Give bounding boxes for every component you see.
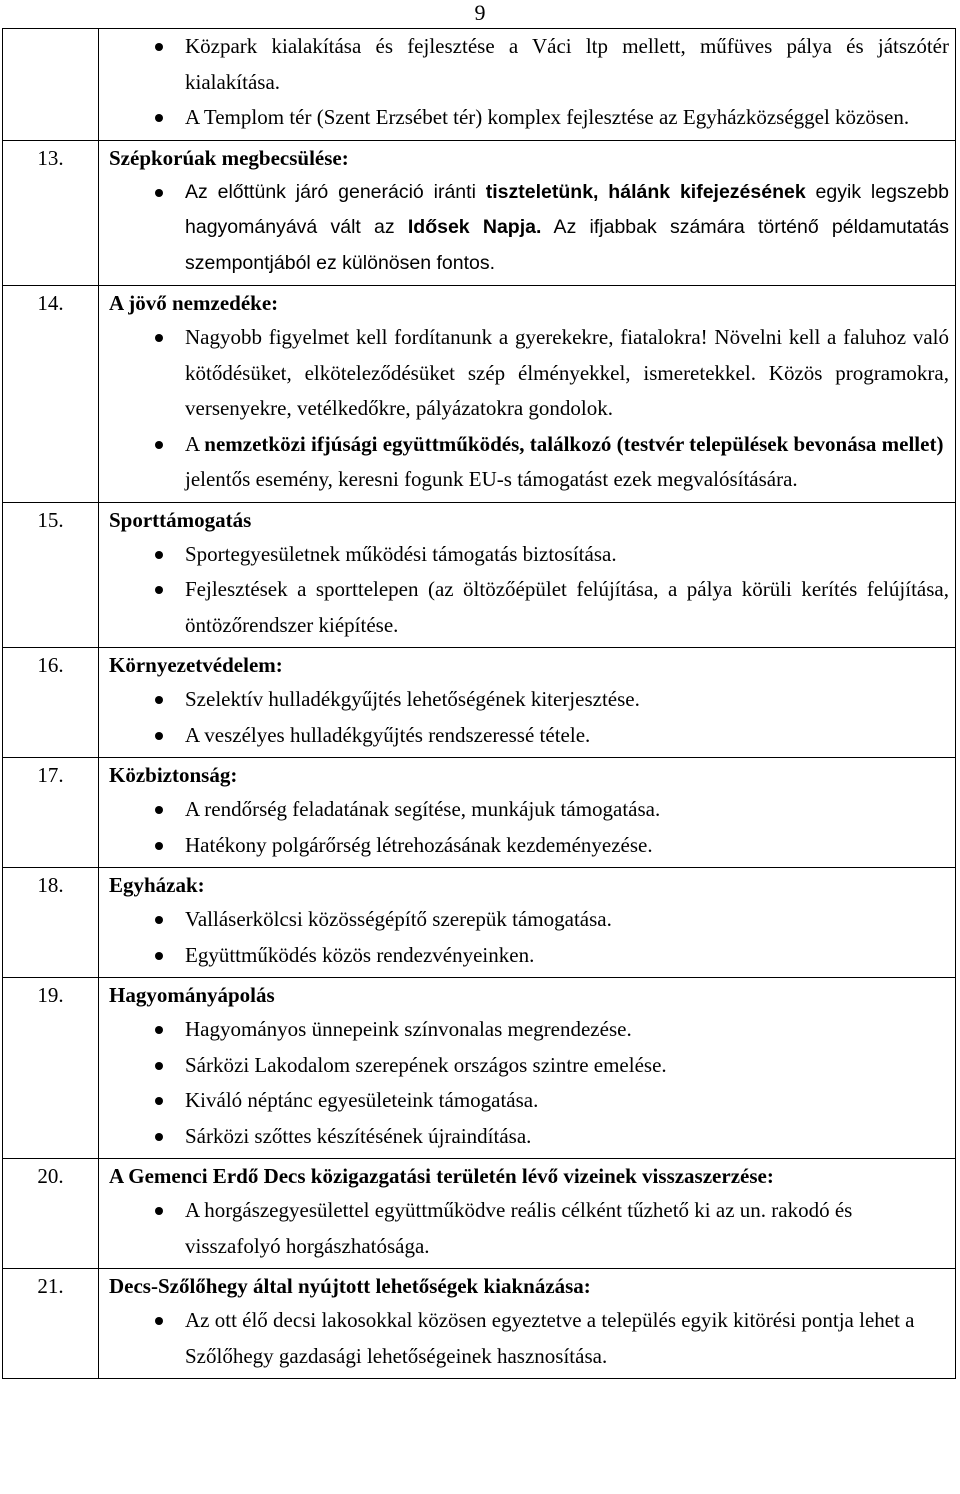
bullet-icon <box>155 1026 163 1034</box>
bullet-list <box>109 29 949 136</box>
item-number: 14. <box>3 286 99 503</box>
item-number: 21. <box>3 1269 99 1379</box>
page-number: 9 <box>474 0 486 25</box>
list-item: Hatékony polgárőrség létrehozásának kezdeményezése. <box>109 828 949 864</box>
bullet-list <box>109 320 949 498</box>
section-title: A Gemenci Erdő Decs közigazgatási területén lévő vizeinek visszaszerzése: <box>109 1164 774 1188</box>
bullet-icon <box>155 441 163 449</box>
bullet-icon <box>155 806 163 814</box>
item-number: 18. <box>3 868 99 978</box>
section-title: Közbiztonság: <box>109 763 238 787</box>
bullet-icon <box>155 551 163 559</box>
bullet-list <box>109 1193 949 1264</box>
item-number: 13. <box>3 140 99 286</box>
list-item: Hagyományos ünnepeink színvonalas megrendezése. <box>109 1012 949 1048</box>
bullet-list <box>109 537 949 644</box>
bullet-icon <box>155 842 163 850</box>
bullet-list <box>109 792 949 863</box>
item-number: 17. <box>3 758 99 868</box>
section-title: Egyházak: <box>109 873 205 897</box>
item-content-cell <box>99 868 956 978</box>
bullet-icon <box>155 1317 163 1325</box>
item-content-cell <box>99 978 956 1159</box>
section-title: Környezetvédelem: <box>109 653 283 677</box>
list-item: Valláserkölcsi közösségépítő szerepük támogatása. <box>109 902 949 938</box>
section-title: Decs-Szőlőhegy által nyújtott lehetőségek kiaknázása: <box>109 1274 591 1298</box>
item-number: 19. <box>3 978 99 1159</box>
item-content-cell <box>99 140 956 286</box>
list-item: Az ott élő decsi lakosokkal közösen egyeztetve a település egyik kitörési pontja lehet a Szőlőhegy gazdasági lehetőségeinek hasznosítása. <box>109 1303 949 1374</box>
item-content-cell <box>99 1269 956 1379</box>
bullet-icon <box>155 189 163 197</box>
list-item: A rendőrség feladatának segítése, munkájuk támogatása. <box>109 792 949 828</box>
bullet-icon <box>155 952 163 960</box>
item-number: 20. <box>3 1159 99 1269</box>
bullet-icon <box>155 732 163 740</box>
section-title: Sporttámogatás <box>109 507 252 532</box>
bullet-icon <box>155 334 163 342</box>
list-item: Sárközi Lakodalom szerepének országos szintre emelése. <box>109 1048 949 1084</box>
section-title: Szépkorúak megbecsülése: <box>109 145 349 170</box>
list-item: Sportegyesületnek működési támogatás biztosítása. <box>109 537 949 573</box>
table-row <box>3 648 956 758</box>
list-item: Az előttünk járó generáció iránti tiszteletünk, hálánk kifejezésének egyik legszebb hagyományává vált az Idősek Napja. Az ifjabbak számára történő példamutatás szempontjából ez különösen fontos. <box>109 175 949 282</box>
item-content-cell <box>99 758 956 868</box>
bullet-list <box>109 1303 949 1374</box>
bullet-icon <box>155 1207 163 1215</box>
table-row <box>3 502 956 648</box>
list-item: A veszélyes hulladékgyűjtés rendszeressé tétele. <box>109 718 949 754</box>
list-item: Sárközi szőttes készítésének újraindítása. <box>109 1119 949 1155</box>
list-item: A horgászegyesülettel együttműködve reális célként tűzhető ki az un. rakodó és visszafolyó horgászhatósága. <box>109 1193 949 1264</box>
bullet-list <box>109 175 949 282</box>
bullet-icon <box>155 114 163 122</box>
list-item: Nagyobb figyelmet kell fordítanunk a gyerekekre, fiatalokra! Növelni kell a faluhoz való kötődésüket, elköteleződésüket szép élményekkel, ismeretekkel. Közös programokra, versenyekre, vetélkedőkre, pályázatokra gondolok. <box>109 320 949 427</box>
table-row <box>3 140 956 286</box>
item-content-cell <box>99 502 956 648</box>
bullet-icon <box>155 1062 163 1070</box>
table-row <box>3 29 956 141</box>
list-item: Fejlesztések a sporttelepen (az öltözőépület felújítása, a pálya körüli kerítés felújítása, öntözőrendszer kiépítése. <box>109 572 949 643</box>
item-number: 16. <box>3 648 99 758</box>
item-content-cell <box>99 286 956 503</box>
bullet-icon <box>155 586 163 594</box>
table-row <box>3 758 956 868</box>
list-item: A nemzetközi ifjúsági együttműködés, találkozó (testvér települések bevonása mellet) jelentős esemény, keresni fogunk EU-s támogatást ezek megvalósítására. <box>109 427 949 498</box>
item-content-cell <box>99 648 956 758</box>
table-row <box>3 286 956 503</box>
list-item: Együttműködés közös rendezvényeinken. <box>109 938 949 974</box>
list-item: Közpark kialakítása és fejlesztése a Váci ltp mellett, műfüves pálya és játszótér kialakítása. <box>109 29 949 100</box>
bullet-icon <box>155 1133 163 1141</box>
item-number-cell <box>3 29 99 141</box>
table-row <box>3 1269 956 1379</box>
section-title: A jövő nemzedéke: <box>109 291 279 315</box>
table-row <box>3 868 956 978</box>
bullet-icon <box>155 916 163 924</box>
item-content-cell <box>99 29 956 141</box>
list-item: A Templom tér (Szent Erzsébet tér) komplex fejlesztése az Egyházközséggel közösen. <box>109 100 949 136</box>
bullet-list <box>109 682 949 753</box>
bullet-list <box>109 902 949 973</box>
table-row <box>3 1159 956 1269</box>
program-table <box>2 28 956 1379</box>
bullet-list <box>109 1012 949 1154</box>
section-title: Hagyományápolás <box>109 983 275 1007</box>
list-item: Szelektív hulladékgyűjtés lehetőségének kiterjesztése. <box>109 682 949 718</box>
item-content-cell <box>99 1159 956 1269</box>
item-number: 15. <box>3 502 99 648</box>
table-row <box>3 978 956 1159</box>
bullet-icon <box>155 1097 163 1105</box>
list-item: Kiváló néptánc egyesületeink támogatása. <box>109 1083 949 1119</box>
bullet-icon <box>155 696 163 704</box>
bullet-icon <box>155 43 163 51</box>
